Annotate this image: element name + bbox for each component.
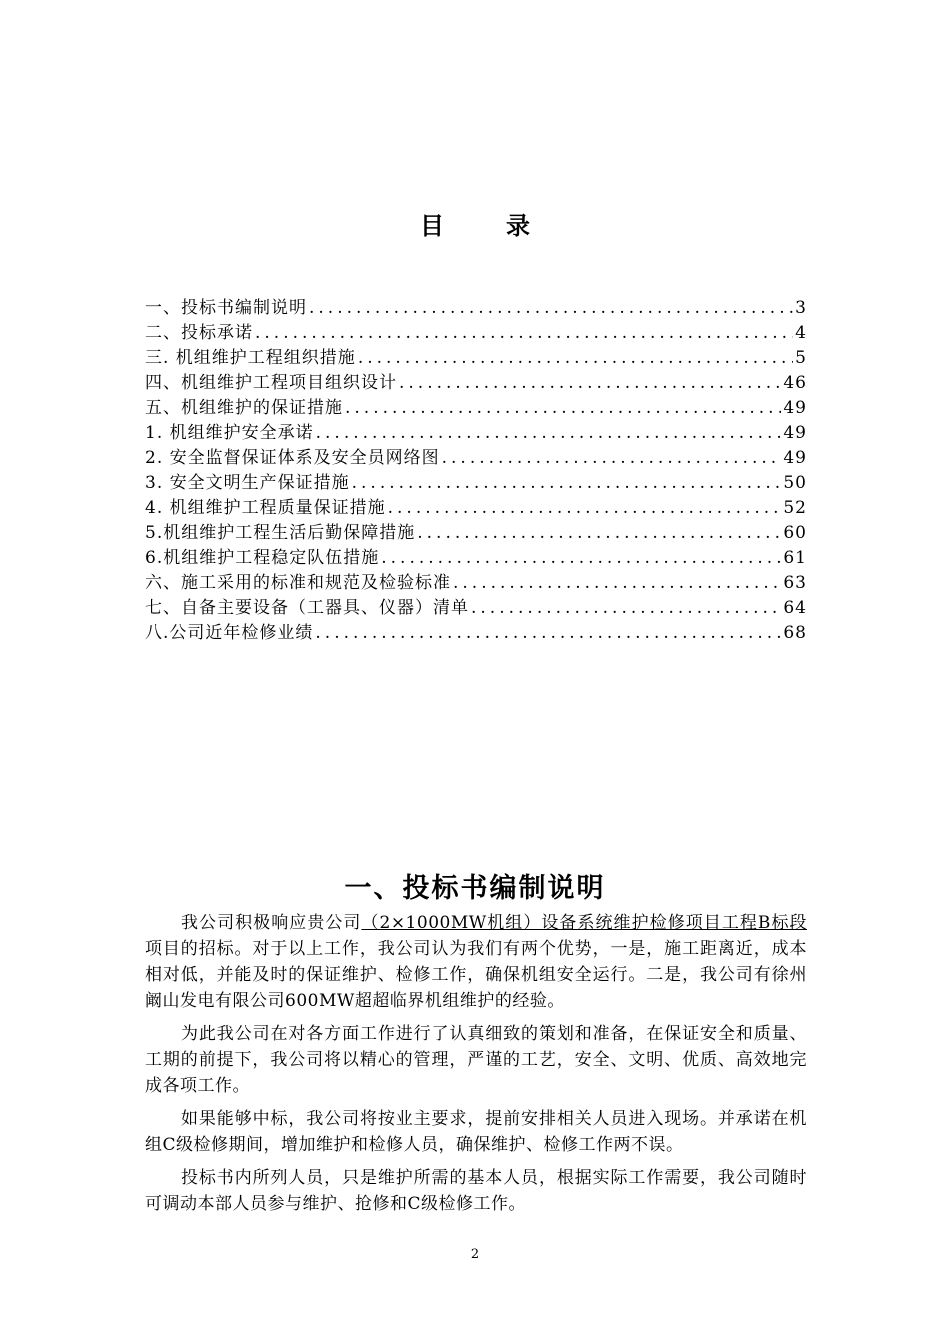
toc-entry[interactable]	[145, 596, 807, 621]
toc-dot-leader	[388, 496, 782, 521]
toc-entry-label: 6.机组维护工程稳定队伍措施	[145, 548, 380, 568]
toc-entry-page: 3	[795, 298, 807, 318]
toc-dot-leader	[309, 296, 793, 321]
toc-dot-leader	[453, 571, 781, 596]
toc-entry-page: 5	[795, 348, 807, 368]
toc-dot-leader	[358, 346, 793, 371]
toc-entry-page: 64	[783, 598, 807, 618]
toc-title-char-1: 目	[420, 211, 444, 240]
toc-entry-label: 三. 机组维护工程组织措施	[145, 348, 356, 368]
project-name-underlined: （2×1000MW机组）设备系统维护检修项目工程B标段	[361, 913, 807, 933]
toc-dot-leader	[442, 446, 782, 471]
toc-entry-page: 4	[795, 323, 807, 343]
toc-entry[interactable]	[145, 571, 807, 596]
toc-entry[interactable]	[145, 346, 807, 371]
toc-entry-label: 1. 机组维护安全承诺	[145, 423, 314, 443]
toc-entry-page: 46	[783, 373, 807, 393]
toc-entry-label: 3. 安全文明生产保证措施	[145, 473, 350, 493]
toc-entry[interactable]	[145, 496, 807, 521]
toc-entry-page: 49	[783, 423, 807, 443]
toc-entry-label: 七、自备主要设备（工器具、仪器）清单	[145, 598, 469, 618]
toc-dot-leader	[399, 371, 781, 396]
toc-entry-page: 52	[783, 498, 807, 518]
toc-entry-page: 63	[783, 573, 807, 593]
paragraph-3: 如果能够中标，我公司将按业主要求，提前安排相关人员进入现场。并承诺在机组C级检修期间，增加维护和检修人员，确保维护、检修工作两不误。	[145, 1109, 807, 1155]
section-heading: 一、投标书编制说明	[344, 873, 606, 904]
toc-entry-label: 4. 机组维护工程质量保证措施	[145, 498, 386, 518]
toc-dot-leader	[315, 621, 781, 646]
toc-entry[interactable]	[145, 621, 807, 646]
toc-title	[0, 206, 950, 241]
toc-dot-leader	[255, 321, 793, 346]
toc-entry-label: 六、施工采用的标准和规范及检验标准	[145, 573, 451, 593]
toc-title-char-2: 录	[506, 211, 530, 240]
toc-entry[interactable]	[145, 521, 807, 546]
paragraph-2: 为此我公司在对各方面工作进行了认真细致的策划和准备，在保证安全和质量、工期的前提下，我公司将以精心的管理，严谨的工艺，安全、文明、优质、高效地完成各项工作。	[145, 1024, 807, 1096]
toc-entry-label: 2. 安全监督保证体系及安全员网络图	[145, 448, 440, 468]
toc-entry-page: 61	[783, 548, 807, 568]
toc-entry-page: 50	[783, 473, 807, 493]
toc-entry-label: 八.公司近年检修业绩	[145, 623, 314, 643]
toc-dot-leader	[352, 471, 782, 496]
toc-dot-leader	[316, 421, 782, 446]
toc-dot-leader	[381, 546, 781, 571]
toc-dot-leader	[471, 596, 781, 621]
toc-entry[interactable]	[145, 471, 807, 496]
toc-entry-page: 60	[783, 523, 807, 543]
page-number: 2	[470, 1247, 480, 1262]
toc-entry[interactable]	[145, 371, 807, 396]
toc-entry-page: 49	[783, 448, 807, 468]
toc-entry[interactable]	[145, 446, 807, 471]
toc-entry[interactable]	[145, 296, 807, 321]
paragraph-1-rest: 项目的招标。对于以上工作，我公司认为我们有两个优势，一是，施工距离近，成本相对低，并能及时的保证维护、检修工作，确保机组安全运行。二是，我公司有徐州阚山发电有限公司600MW超超临界机组维护的经验。	[145, 939, 807, 1011]
toc-entry-page: 49	[783, 398, 807, 418]
toc-entry[interactable]	[145, 546, 807, 571]
toc-entry[interactable]	[145, 396, 807, 421]
toc-entry-label: 5.机组维护工程生活后勤保障措施	[145, 523, 416, 543]
toc-dot-leader	[345, 396, 781, 421]
toc-entry-label: 二、投标承诺	[145, 323, 253, 343]
toc-entry-label: 一、投标书编制说明	[145, 298, 307, 318]
toc-dot-leader	[417, 521, 781, 546]
toc-entry[interactable]	[145, 421, 807, 446]
paragraph-4: 投标书内所列人员，只是维护所需的基本人员，根据实际工作需要，我公司随时可调动本部人员参与维护、抢修和C级检修工作。	[145, 1168, 807, 1214]
section-body	[145, 910, 807, 1224]
toc-entry-label: 四、机组维护工程项目组织设计	[145, 373, 397, 393]
paragraph-1-lead: 我公司积极响应贵公司	[181, 913, 362, 933]
toc-entry[interactable]	[145, 321, 807, 346]
paragraph-1	[145, 910, 807, 1014]
toc-entry-label: 五、机组维护的保证措施	[145, 398, 343, 418]
table-of-contents	[145, 296, 807, 646]
toc-entry-page: 68	[783, 623, 807, 643]
